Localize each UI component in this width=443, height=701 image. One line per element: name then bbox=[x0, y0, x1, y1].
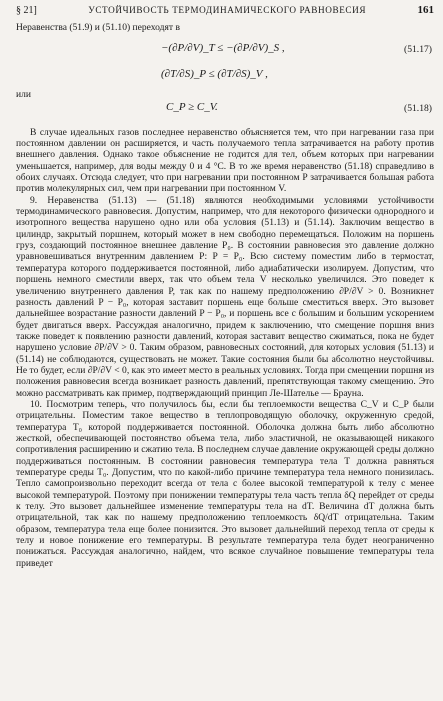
paragraph-9: 9. Неравенства (51.13) — (51.18) являются необходимыми условиями устойчивости термодинамического равновесия. Допустим, например, что для некоторого физически однородного и изотропного вещества нарушено одно или оба условия (51.13) и (51.14). Заключим вещество в цилиндр, закрытый поршнем, который может в нем свободно перемещаться. Положим на поршень груз, создающий постоянное внешнее давление P₀. В состоянии равновесия это давление должно уравновешиваться внутренним давлением P: P = P₀. Всю систему поместим либо в термостат, температура которого поддерживается постоянной, либо адиабатически изолируем. Допустим, что поршень немного сместили вверх, так что объем тела V несколько увеличился. Это поведет к увеличению внутреннего давления P, так как по нашему предположению ∂P/∂V > 0. Возникнет разность давлений P − P₀, которая заставит поршень еще больше сместиться вверх. Это вызовет дальнейшее возрастание разности давлений P − P₀, и поршень все с большим и большим ускорением будет двигаться вверх. Рассуждая аналогично, придем к заключению, что смещение поршня вниз также поведет к появлению разности давлений, которая заставит вещество сжиматься, пока не будет нарушено условие ∂P/∂V > 0. Таким образом, равновесных состояний, для которых условия (51.13) и (51.14) не соблюдаются, существовать не может. Такие состояния были бы абсолютно неустойчивы. Не то будет, если ∂P/∂V < 0, как это имеет место в реальных условиях. Тогда при смещении поршня из положения равновесия всегда возникает разность давлений, препятствующая такому смещению. Это можно рассматривать как пример, подтверждающий принцип Ле-Шателье — Брауна. bbox=[16, 194, 434, 399]
section-ref: § 21] bbox=[16, 5, 37, 16]
page-number: 161 bbox=[417, 4, 434, 16]
equation-2 bbox=[16, 63, 434, 89]
equation-3-body: C_P ≥ C_V. bbox=[166, 100, 218, 113]
intro-line: Неравенства (51.9) и (51.10) переходят в bbox=[16, 22, 180, 33]
paragraph-ideal-gas: В случае идеальных газов последнее неравенство объясняется тем, что при нагревании газа при постоянном давлении он расширяется, и часть получаемого тепла затрачивается на работу против внешнего давления. Однако такое объяснение не годится для тел, объем которых при нагревании уменьшается, например, для воды между 0 и 4 °С. В то же время неравенство (51.18) справедливо в обоих случаях. Отсюда следует, что при нагревании при постоянном P затрачивается большая работа против молекулярных сил, чем при нагревании при постоянном V. bbox=[16, 126, 434, 195]
equation-1-number: (51.17) bbox=[404, 44, 432, 56]
running-title: УСТОЙЧИВОСТЬ ТЕРМОДИНАМИЧЕСКОГО РАВНОВЕСИЯ bbox=[88, 5, 367, 15]
paragraph-10: 10. Посмотрим теперь, что получилось бы, если бы теплоемкости вещества C_V и C_P были отрицательны. Поместим такое вещество в теплопроводящую оболочку, окруженную средой, температура T₀ которой поддерживается постоянной. Оболочка должна быть либо абсолютно жесткой, обеспечивающей постоянство объема тела, либо эластичной, не оказывающей никакого сопротивления расширению и сжатию тела. В последнем случае давление окружающей среды должно поддерживаться постоянным. В состоянии равновесия температура тела T должна равняться температуре среды T₀. Допустим, что по какой-либо причине температура тела немного понизилась. Тепло самопроизвольно переходит всегда от тела с более высокой температурой к телу с менее высокой температурой. Поэтому при понижении температуры тела часть тепла δQ перейдет от среды к телу. Это вызовет дальнейшее изменение температуры тела на dT. Величина dT должна быть отрицательной, так как по нашему предположению теплоемкость δQ/dT отрицательна. Таким образом, температура тела еще более понизится. Это вызовет дальнейший переход тепла от среды к телу и новое понижение его температуры. В результате температура тела будет неограниченно понижаться. Рассуждая аналогично, найдем, что всякое случайное повышение температуры тела приведет bbox=[16, 398, 434, 569]
equation-2-body: (∂T/∂S)_P ≤ (∂T/∂S)_V , bbox=[161, 68, 268, 81]
running-head bbox=[16, 4, 434, 18]
or-word: или bbox=[16, 89, 31, 101]
equation-3 bbox=[16, 101, 434, 121]
equation-1-body: −(∂P/∂V)_T ≤ −(∂P/∂V)_S , bbox=[161, 42, 285, 55]
equation-3-number: (51.18) bbox=[404, 102, 432, 114]
equation-1 bbox=[16, 37, 434, 63]
